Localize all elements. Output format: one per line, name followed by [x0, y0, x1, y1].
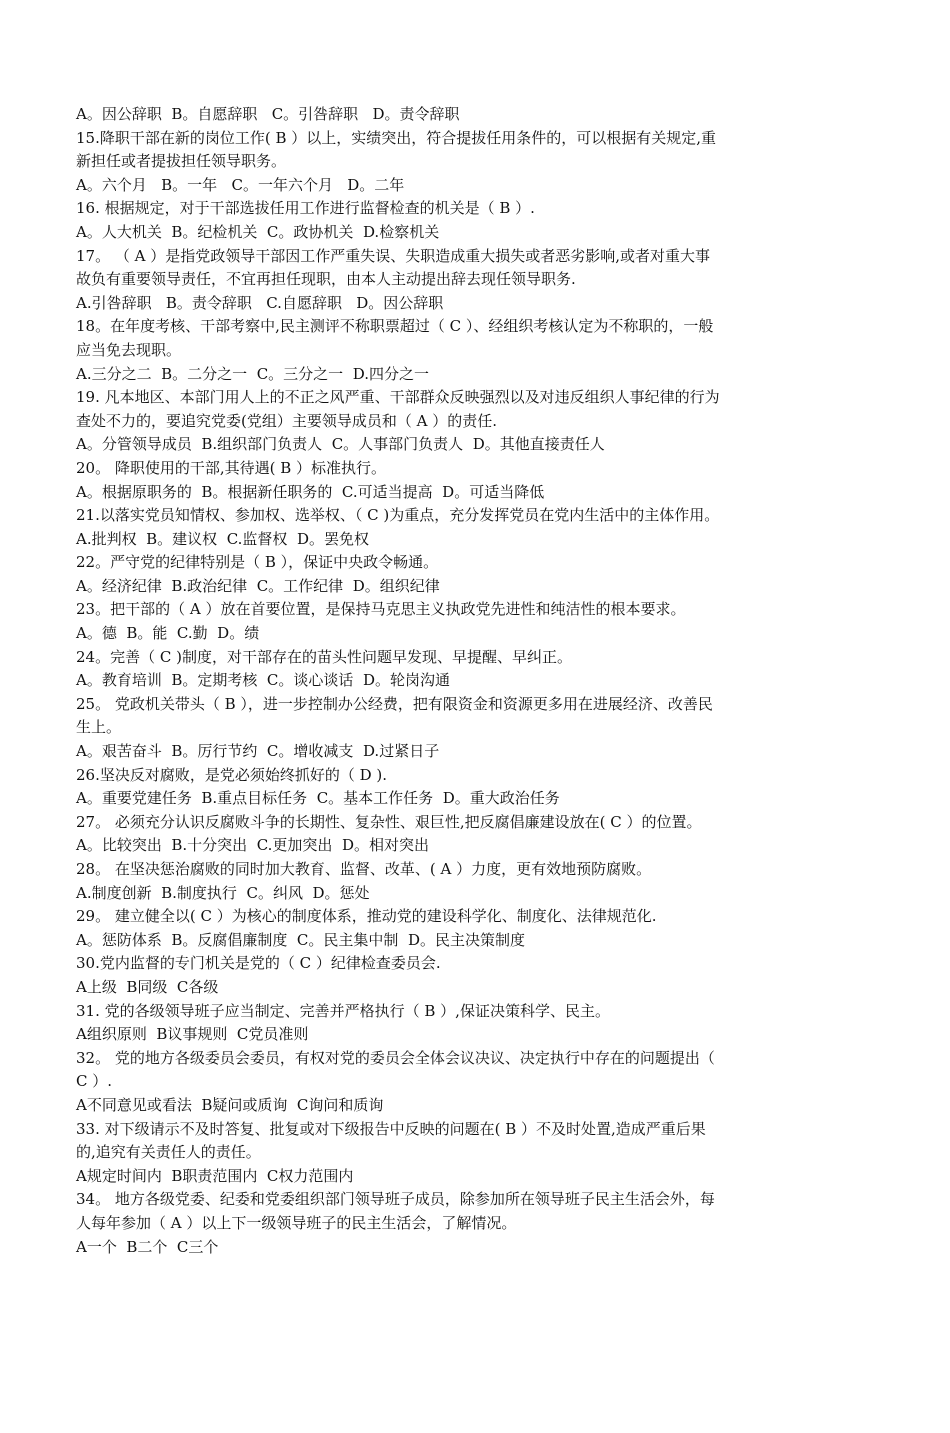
- text-line: 22。严守党的纪律特别是（ B ），保证中央政令畅通。: [76, 553, 439, 572]
- document-body: [76, 103, 862, 1259]
- text-line: A。因公辞职 B。自愿辞职 C。引咎辞职 D。责令辞职: [76, 105, 460, 123]
- text-line: A。经济纪律 B.政治纪律 C。工作纪律 D。组织纪律: [76, 576, 440, 595]
- text-line: 33. 对下级请示不及时答复、批复或对下级报告中反映的问题在( B ）不及时处置,造成严重后果: [76, 1119, 706, 1138]
- text-line: A.三分之二 B。二分之一 C。三分之一 D.四分之一: [76, 364, 429, 383]
- text-line: 27。 必须充分认识反腐败斗争的长期性、复杂性、艰巨性,把反腐倡廉建设放在( C ）的位置。: [76, 812, 702, 831]
- text-line: 24。完善（ C )制度，对干部存在的苗头性问题早发现、早提醒、早纠正。: [76, 647, 572, 666]
- text-line: 19. 凡本地区、本部门用人上的不正之风严重、干部群众反映强烈以及对违反组织人事纪律的行为: [76, 388, 720, 407]
- text-line: A。惩防体系 B。反腐倡廉制度 C。民主集中制 D。民主决策制度: [76, 930, 525, 949]
- text-line: A。德 B。能 C.勤 D。绩: [76, 624, 260, 643]
- text-line: 生上。: [76, 718, 122, 737]
- text-line: 应当免去现职。: [76, 340, 182, 359]
- text-line: 30.党内监督的专门机关是党的（ C ）纪律检查委员会.: [76, 954, 441, 973]
- text-line: 23。把干部的（ A ）放在首要位置，是保持马克思主义执政党先进性和纯洁性的根本要求。: [76, 600, 686, 619]
- text-line: A。教育培训 B。定期考核 C。谈心谈话 D。轮岗沟通: [76, 671, 450, 690]
- text-line: A一个 B二个 C三个: [76, 1237, 219, 1256]
- text-line: 26.坚决反对腐败，是党必须始终抓好的（ D ).: [76, 765, 388, 784]
- text-line: A。人大机关 B。纪检机关 C。政协机关 D.检察机关: [76, 222, 440, 241]
- text-line: A.制度创新 B.制度执行 C。纠风 D。惩处: [76, 883, 370, 902]
- text-line: 17。 （ A ）是指党政领导干部因工作严重失误、失职造成重大损失或者恶劣影响,或者对重大事: [76, 246, 710, 265]
- text-line: A规定时间内 B职责范围内 C权力范围内: [76, 1166, 354, 1185]
- text-line: 32。 党的地方各级委员会委员，有权对党的委员会全体会议决议、决定执行中存在的问题提出（: [76, 1048, 715, 1067]
- text-line: 故负有重要领导责任，不宜再担任现职，由本人主动提出辞去现任领导职务.: [76, 270, 576, 289]
- text-line: A。六个月 B。一年 C。一年六个月 D。二年: [76, 175, 405, 194]
- text-line: A不同意见或看法 B疑问或质询 C询问和质询: [76, 1095, 384, 1114]
- text-line: 人每年参加（ A ）以上下一级领导班子的民主生活会，了解情况。: [76, 1213, 517, 1232]
- text-line: A。重要党建任务 B.重点目标任务 C。基本工作任务 D。重大政治任务: [76, 789, 560, 808]
- text-line: 34。 地方各级党委、纪委和党委组织部门领导班子成员，除参加所在领导班子民主生活会外，每: [76, 1190, 715, 1209]
- text-line: A。艰苦奋斗 B。厉行节约 C。增收减支 D.过紧日子: [76, 742, 440, 761]
- text-line: 20。 降职使用的干部,其待遇( B ）标准执行。: [76, 458, 387, 477]
- text-line: 28。 在坚决惩治腐败的同时加大教育、监督、改革、( A ）力度，更有效地预防腐败。: [76, 860, 652, 878]
- text-line: 新担任或者提拔担任领导职务。: [76, 152, 287, 171]
- text-line: 21.以落实党员知情权、参加权、选举权、（ C )为重点，充分发挥党员在党内生活中的主体作用。: [76, 506, 720, 525]
- text-line: 的,追究有关责任人的责任。: [76, 1143, 261, 1162]
- text-line: 16. 根据规定，对于干部选拔任用工作进行监督检查的机关是（ B ）.: [76, 199, 535, 218]
- text-line: A.批判权 B。建议权 C.监督权 D。罢免权: [76, 529, 369, 548]
- text-line: 25。 党政机关带头（ B ），进一步控制办公经费，把有限资金和资源更多用在进展经济、改善民: [76, 694, 713, 713]
- text-line: A。根据原职务的 B。根据新任职务的 C.可适当提高 D。可适当降低: [76, 482, 545, 501]
- text-line: C ）.: [76, 1072, 113, 1091]
- text-line: A。比较突出 B.十分突出 C.更加突出 D。相对突出: [76, 836, 429, 855]
- text-line: A组织原则 B议事规则 C党员准则: [76, 1025, 309, 1044]
- text-line: A。分管领导成员 B.组织部门负责人 C。人事部门负责人 D。其他直接责任人: [76, 435, 605, 454]
- text-line: 29。 建立健全以( C ）为核心的制度体系，推动党的建设科学化、制度化、法律规范化.: [76, 907, 657, 926]
- text-line: 18。在年度考核、干部考察中,民主测评不称职票超过（ C ）、经组织考核认定为不称职的，一般: [76, 317, 714, 336]
- text-line: A.引咎辞职 B。责令辞职 C.自愿辞职 D。因公辞职: [76, 293, 444, 312]
- text-line: A上级 B同级 C各级: [76, 977, 219, 996]
- text-line: 查处不力的，要追究党委(党组）主要领导成员和（ A ）的责任.: [76, 411, 497, 430]
- text-line: 31. 党的各级领导班子应当制定、完善并严格执行（ B ）,保证决策科学、民主。: [76, 1001, 610, 1020]
- text-line: 15.降职干部在新的岗位工作( B ）以上，实绩突出，符合提拔任用条件的，可以根据有关规定,重: [76, 128, 717, 147]
